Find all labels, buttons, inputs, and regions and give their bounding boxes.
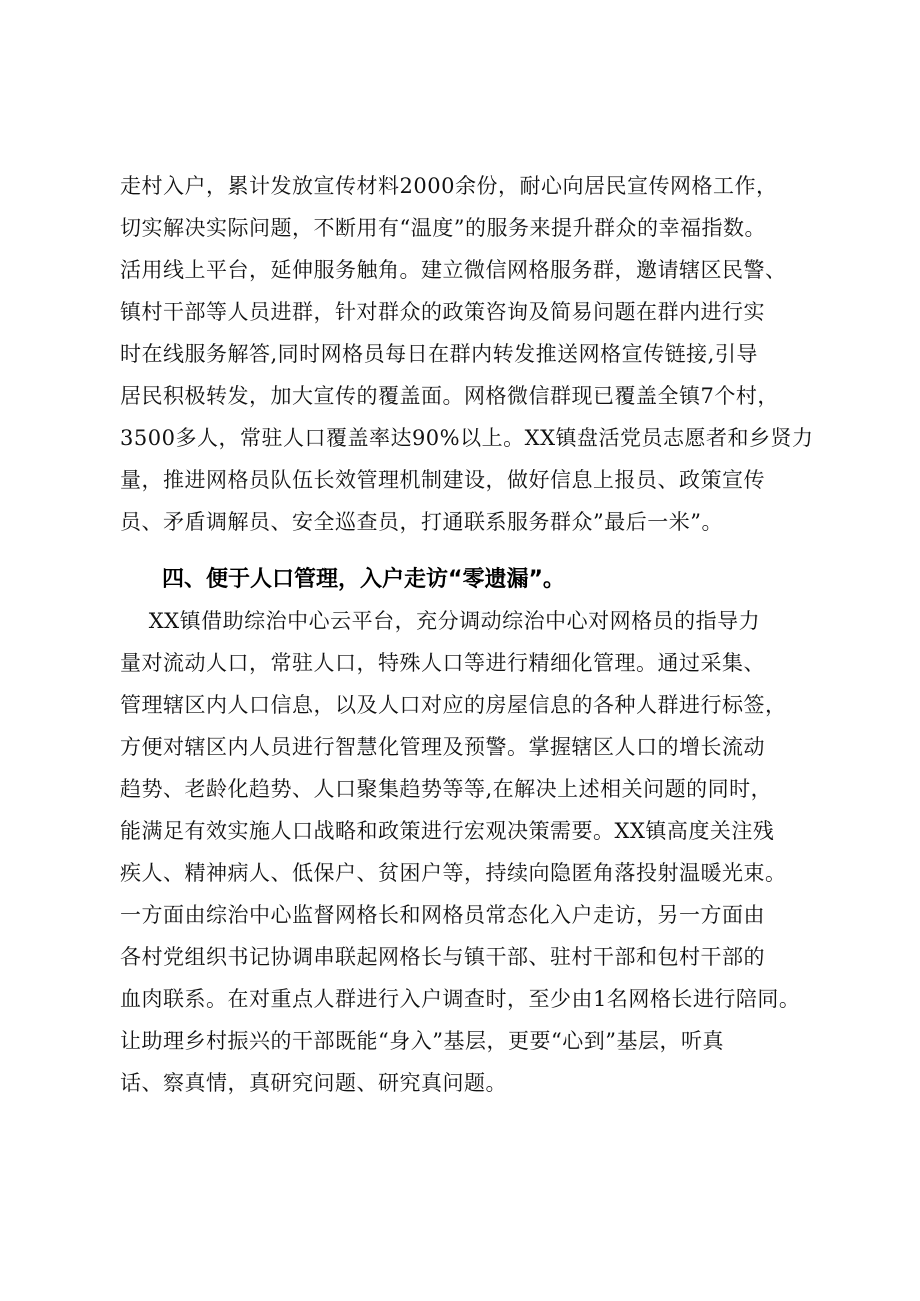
text-line: 趋势、老龄化趋势、人口聚集趋势等等,在解决上述相关问题的同时， [120, 777, 773, 801]
text-line: 居民积极转发，加大宣传的覆盖面。网格微信群现已覆盖全镇7个村， [120, 384, 779, 408]
text-line: 各村党组织书记协调串联起网格长与镇干部、驻村干部和包村干部的 [120, 945, 765, 969]
text-line: 能满足有效实施人口战略和政策进行宏观决策需要。XX镇高度关注残 [120, 819, 775, 843]
text-line: 让助理乡村振兴的干部既能“身入”基层，更要“心到”基层，听真 [120, 1029, 724, 1053]
text-line: 切实解决实际问题，不断用有“温度”的服务来提升群众的幸福指数。 [120, 216, 766, 240]
text-line: 走村入户，累计发放宣传材料2000余份，耐心向居民宣传网格工作， [120, 174, 778, 198]
text-line: 活用线上平台，延伸服务触角。建立微信网格服务群，邀请辖区民警、 [120, 258, 787, 282]
text-line: 量，推进网格员队伍长效管理机制建设，做好信息上报员、政策宣传 [120, 468, 765, 492]
section-heading: 四、便于人口管理，入户走访“零遗漏”。 [162, 567, 565, 592]
text-line: 量对流动人口，常驻人口，特殊人口等进行精细化管理。通过采集、 [120, 651, 765, 675]
text-line: 管理辖区内人口信息，以及人口对应的房屋信息的各种人群进行标签， [120, 693, 787, 717]
text-line: XX镇借助综治中心云平台，充分调动综治中心对网格员的指导力 [120, 609, 761, 633]
intro-paragraph [120, 165, 820, 543]
text-line: 时在线服务解答,同时网格员每日在群内转发推送网格宣传链接,引导 [120, 342, 758, 366]
text-line: 话、察真情，真研究问题、研究真问题。 [120, 1071, 507, 1095]
text-line: 员、矛盾调解员、安全巡查员，打通联系服务群众”最后一米”。 [120, 510, 723, 534]
text-line: 3500多人，常驻人口覆盖率达90%以上。XX镇盘活党员志愿者和乡贤力 [120, 426, 814, 450]
text-line: 疾人、精神病人、低保户、贫困户等，持续向隐匿角落投射温暖光束。 [120, 861, 787, 885]
text-line: 血肉联系。在对重点人群进行入户调查时，至少由1名网格长进行陪同。 [120, 987, 801, 1011]
text-line: 方便对辖区内人员进行智慧化管理及预警。掌握辖区人口的增长流动 [120, 735, 765, 759]
section-four-paragraph [120, 600, 820, 1104]
text-line: 一方面由综治中心监督网格长和网格员常态化入户走访，另一方面由 [120, 903, 765, 927]
text-line: 镇村干部等人员进群，针对群众的政策咨询及简易问题在群内进行实 [120, 300, 765, 324]
